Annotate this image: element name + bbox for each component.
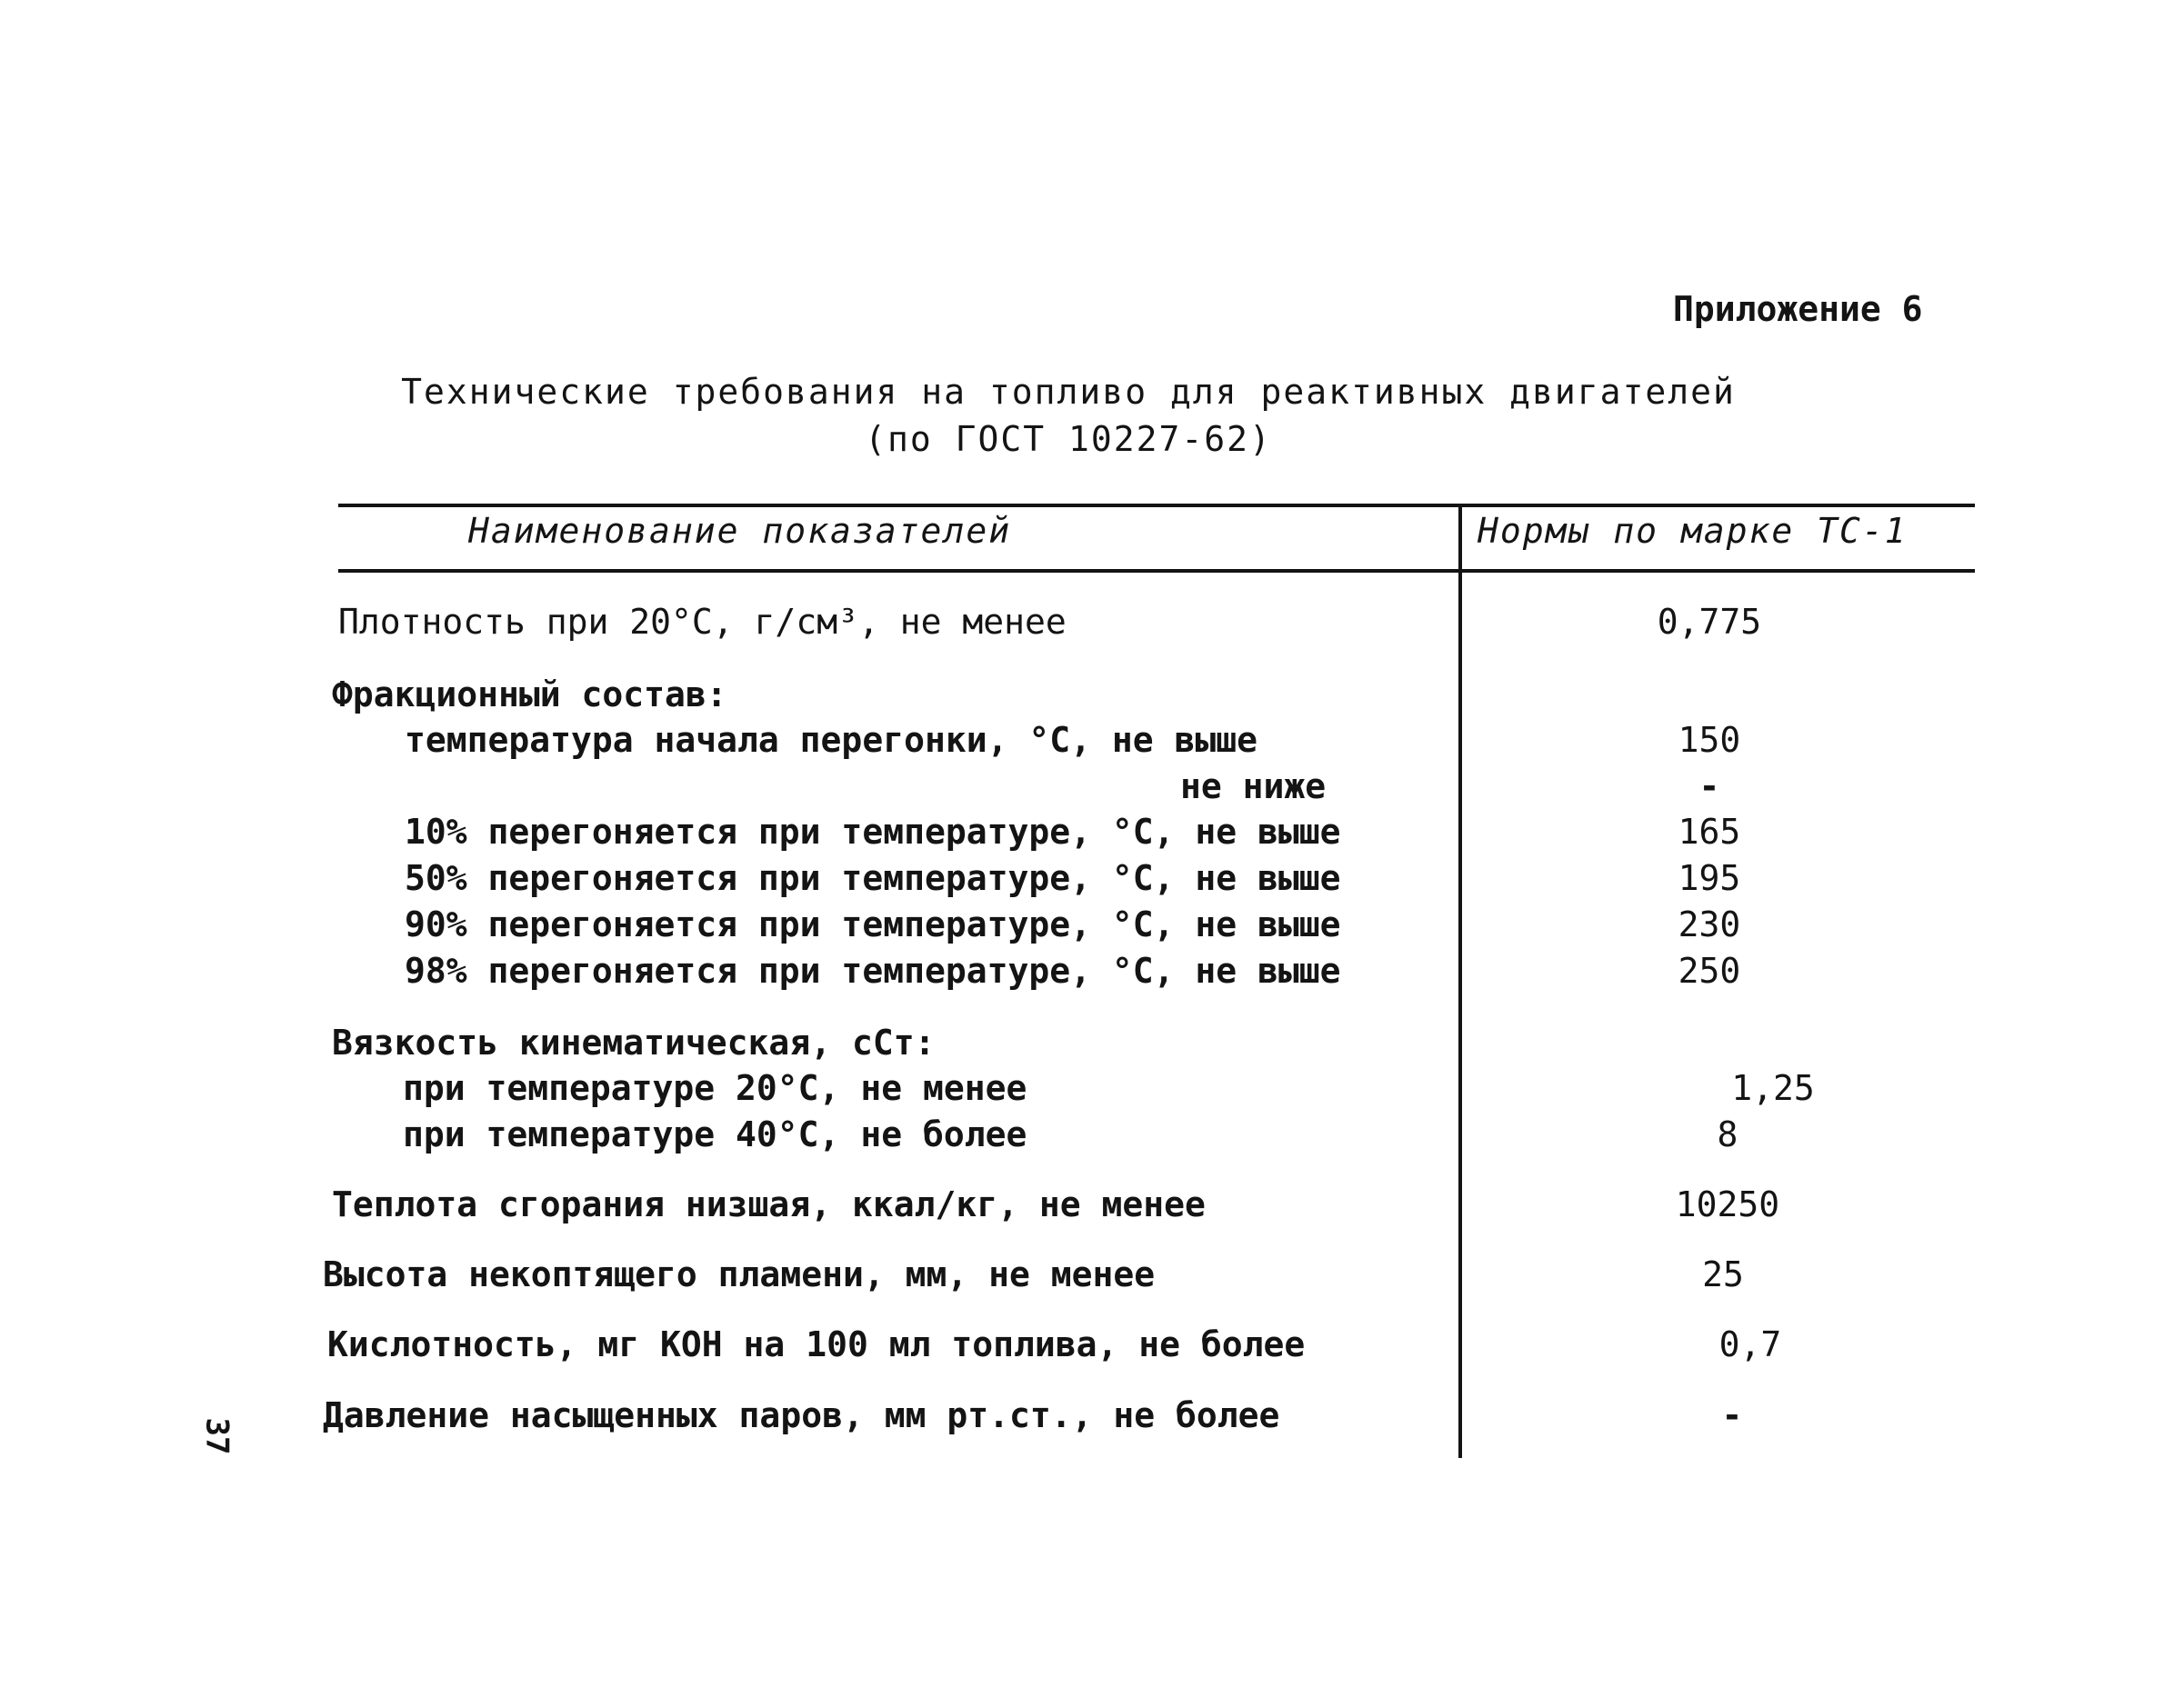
table-column-divider [1458,504,1462,1458]
row-value-visc-20: 1,25 [1731,1068,1815,1108]
column-header-norms: Нормы по марке ТС-1 [1478,511,1908,551]
row-label-50pct: 50% перегоняется при температуре, °С, не выше [405,858,1341,898]
row-label-heat-combustion: Теплота сгорания низшая, ккал/кг, не менее [332,1184,1206,1224]
row-label-viscosity: Вязкость кинематическая, сСт: [332,1023,936,1063]
margin-page-number: 37 [198,1417,235,1455]
row-label-density: Плотность при 20°С, г/см³, не менее [338,602,1067,642]
appendix-label: Приложение 6 [1673,289,1923,329]
row-value-heat-combustion: 10250 [1675,1184,1780,1224]
table-header-rule [338,569,1975,573]
title-line-1: Технические требования на топливо для реактивных двигателей [401,372,1736,412]
row-label-98pct: 98% перегоняется при температуре, °С, не выше [405,951,1341,991]
row-value-vapor-pressure: - [1721,1395,1743,1435]
row-label-not-lower: не ниже [1180,766,1327,806]
document-title [318,368,1818,463]
title-line-2: (по ГОСТ 10227-62) [865,419,1272,459]
row-value-not-lower: - [1698,766,1720,806]
row-label-90pct: 90% перегоняется при температуре, °С, не выше [405,904,1341,944]
row-value-acidity: 0,7 [1718,1324,1782,1364]
row-label-fraction: Фракционный состав: [332,674,727,714]
row-label-visc-20: при температуре 20°С, не менее [403,1068,1027,1108]
row-value-density: 0,775 [1657,602,1762,642]
table-top-rule [338,504,1975,507]
row-value-visc-40: 8 [1717,1114,1738,1154]
row-label-visc-40: при температуре 40°С, не более [403,1114,1027,1154]
row-label-vapor-pressure: Давление насыщенных паров, мм рт.ст., не более [323,1395,1280,1435]
row-value-98pct: 250 [1678,951,1741,991]
row-label-acidity: Кислотность, мг КОН на 100 мл топлива, не более [327,1324,1306,1364]
row-value-10pct: 165 [1678,812,1741,852]
row-label-10pct: 10% перегоняется при температуре, °С, не выше [405,812,1341,852]
row-value-initial-boiling: 150 [1678,720,1741,760]
row-value-smoke-point: 25 [1702,1254,1744,1294]
row-value-90pct: 230 [1678,904,1741,944]
row-value-50pct: 195 [1678,858,1741,898]
row-label-smoke-point: Высота некоптящего пламени, мм, не менее [323,1254,1156,1294]
column-header-indicators: Наименование показателей [468,511,1012,551]
row-label-initial-boiling: температура начала перегонки, °С, не выше [405,720,1257,760]
